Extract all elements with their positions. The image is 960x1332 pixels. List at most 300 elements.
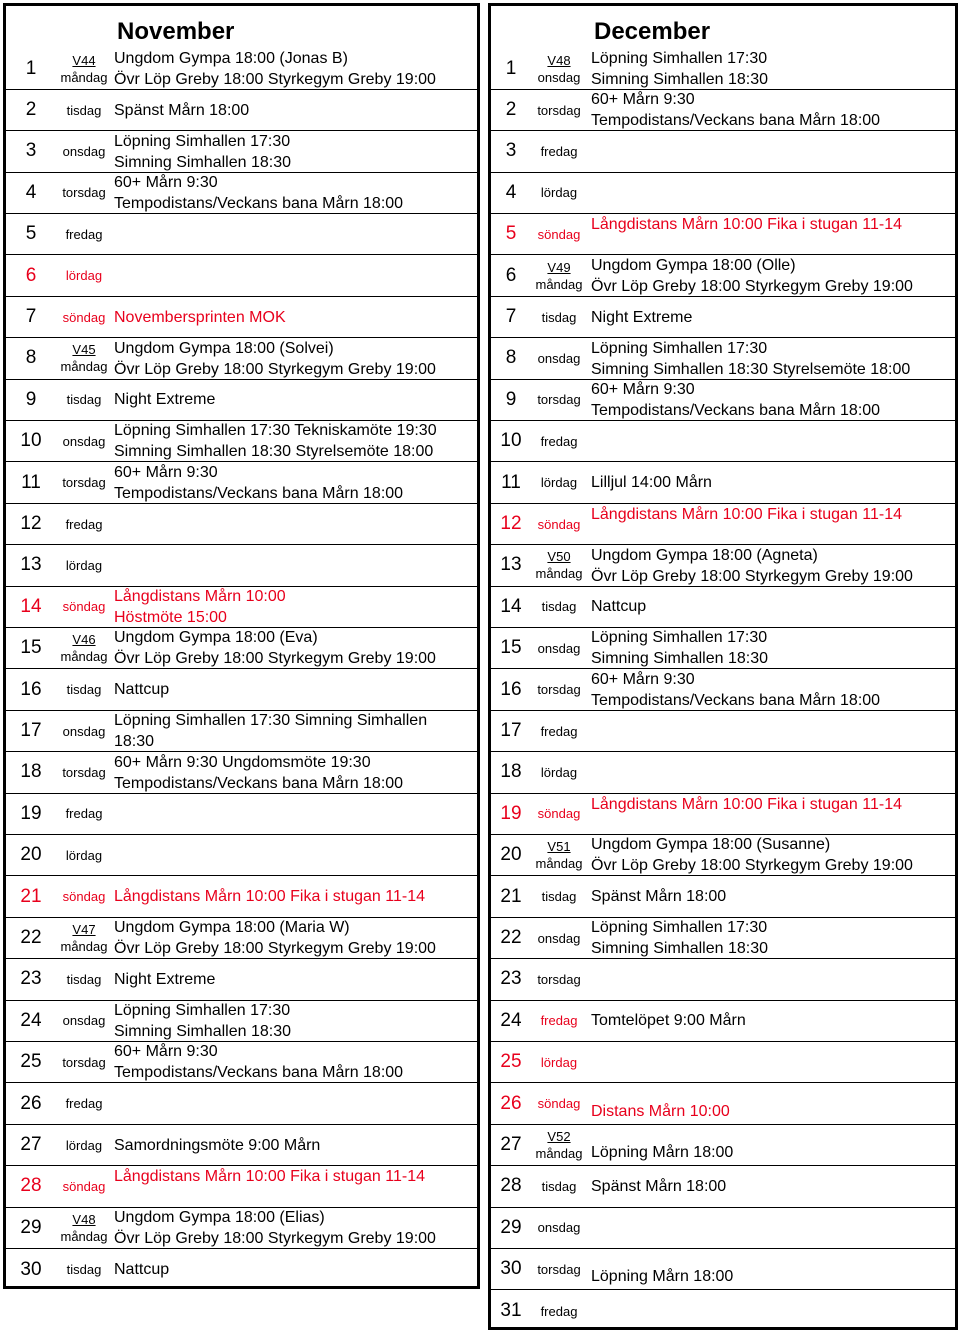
day-row — [6, 1166, 477, 1207]
day-row — [6, 670, 477, 711]
day-row — [6, 214, 477, 255]
weekday-label: onsdag — [537, 930, 581, 946]
events-cell — [114, 670, 473, 710]
events-cell — [591, 1208, 951, 1248]
day-number: 22 — [20, 927, 42, 949]
weekday-label: torsdag — [537, 682, 581, 698]
day-number: 28 — [20, 1175, 42, 1197]
day-number: 15 — [500, 637, 522, 659]
day-number: 8 — [505, 347, 517, 369]
day-row — [6, 1042, 477, 1083]
weekday-label: lördag — [540, 185, 578, 201]
day-number: 7 — [505, 306, 517, 328]
events-cell — [591, 1249, 951, 1289]
weekday-cell — [56, 1208, 112, 1248]
weekday-cell — [56, 959, 112, 999]
event-text: Löpning Simhallen 17:30 — [591, 49, 768, 67]
weekday-cell — [531, 1084, 587, 1124]
day-row — [6, 711, 477, 752]
weekday-cell — [531, 1166, 587, 1206]
weekday-cell — [531, 545, 587, 585]
event-text: Ungdom Gympa 18:00 (Jonas B) — [114, 49, 348, 67]
day-row — [491, 49, 955, 90]
november-calendar — [3, 3, 480, 1289]
day-number: 1 — [505, 57, 517, 79]
day-row — [6, 1249, 477, 1290]
weekday-cell — [56, 545, 112, 585]
weekday-cell — [56, 877, 112, 917]
day-number: 16 — [20, 678, 42, 700]
day-number: 6 — [25, 264, 37, 286]
weekday-label: måndag — [60, 69, 108, 85]
events-cell — [591, 545, 951, 585]
day-row — [6, 297, 477, 338]
event-text: Långdistans Mårn 10:00 Fika i stugan 11-14 — [114, 888, 426, 906]
day-number: 6 — [505, 264, 517, 286]
day-row — [6, 90, 477, 131]
event-text: Samordningsmöte 9:00 Mårn — [114, 1136, 321, 1154]
day-number: 21 — [500, 885, 522, 907]
event-text: Övr Löp Greby 18:00 Styrkegym Greby 19:00 — [114, 940, 436, 958]
weekday-cell — [531, 1291, 587, 1332]
day-number: 5 — [505, 223, 517, 245]
day-number: 10 — [20, 430, 42, 452]
weekday-cell — [531, 421, 587, 461]
events-cell — [591, 794, 951, 834]
day-row — [491, 1001, 955, 1042]
event-text: Långdistans Mårn 10:00 — [114, 587, 286, 605]
day-number: 30 — [20, 1258, 42, 1280]
weekday-label: söndag — [62, 889, 106, 905]
event-text: Tempodistans/Veckans bana Mårn 18:00 — [114, 194, 404, 212]
weekday-cell — [531, 1001, 587, 1041]
weekday-cell — [531, 1042, 587, 1082]
weekday-cell — [531, 628, 587, 668]
month-title-december: December — [594, 18, 711, 45]
events-cell — [114, 131, 473, 171]
event-text: Långdistans Mårn 10:00 Fika i stugan 11-14 — [591, 505, 903, 523]
weekday-label: torsdag — [537, 102, 581, 118]
weekday-label: måndag — [535, 276, 583, 292]
events-cell — [591, 711, 951, 751]
weekday-cell — [531, 504, 587, 544]
day-number: 11 — [21, 471, 41, 493]
event-text: Lilljul 14:00 Mårn — [591, 474, 712, 492]
day-row — [6, 421, 477, 462]
weekday-cell — [531, 1249, 587, 1289]
event-text: Tempodistans/Veckans bana Mårn 18:00 — [114, 484, 404, 502]
day-number: 17 — [20, 720, 42, 742]
weekday-cell — [56, 421, 112, 461]
events-cell — [114, 380, 473, 420]
events-cell — [114, 504, 473, 544]
day-row — [6, 256, 477, 297]
events-cell — [591, 421, 951, 461]
events-cell — [591, 380, 951, 420]
weekday-cell — [531, 463, 587, 503]
day-number: 29 — [500, 1216, 522, 1238]
event-text: 60+ Mårn 9:30 — [591, 91, 695, 109]
events-cell — [114, 90, 473, 130]
weekday-label: söndag — [537, 226, 581, 242]
day-row — [491, 959, 955, 1000]
weekday-cell — [56, 752, 112, 792]
day-number: 7 — [25, 306, 37, 328]
day-number: 4 — [505, 181, 517, 203]
weekday-label: söndag — [62, 309, 106, 325]
weekday-cell — [56, 49, 112, 89]
day-row — [491, 835, 955, 876]
day-number: 27 — [500, 1134, 522, 1156]
weekday-cell — [56, 504, 112, 544]
day-row — [491, 1208, 955, 1249]
event-text: Löpning Simhallen 17:30 Simning Simhallen — [114, 712, 428, 730]
day-row — [491, 1125, 955, 1166]
weekday-label: fredag — [540, 143, 578, 159]
events-cell — [114, 49, 473, 89]
weekday-cell — [531, 131, 587, 171]
event-text: Ungdom Gympa 18:00 (Maria W) — [114, 919, 350, 937]
day-row — [6, 587, 477, 628]
weekday-cell — [531, 297, 587, 337]
events-cell — [114, 463, 473, 503]
weekday-cell — [56, 794, 112, 834]
event-text: Spänst Mårn 18:00 — [591, 888, 727, 906]
weekday-label: lördag — [65, 268, 103, 284]
event-text: 18:30 — [114, 733, 155, 751]
event-text: Simning Simhallen 18:30 — [591, 650, 768, 668]
events-cell — [591, 297, 951, 337]
day-row — [491, 421, 955, 462]
day-number: 13 — [500, 554, 522, 576]
events-cell — [114, 959, 473, 999]
event-text: Ungdom Gympa 18:00 (Solvei) — [114, 339, 334, 357]
day-number: 23 — [500, 968, 522, 990]
weekday-label: torsdag — [537, 971, 581, 987]
day-row — [491, 670, 955, 711]
events-cell — [114, 835, 473, 875]
event-text: Distans Mårn 10:00 — [591, 1102, 730, 1120]
events-cell — [591, 173, 951, 213]
events-cell — [591, 752, 951, 792]
day-number: 10 — [500, 430, 522, 452]
weekday-label: tisdag — [66, 102, 102, 118]
weekday-label: fredag — [540, 1013, 578, 1029]
weekday-label: tisdag — [541, 309, 577, 325]
event-text: Löpning Simhallen 17:30 Tekniskamöte 19:30 — [114, 422, 437, 440]
weekday-label: fredag — [540, 433, 578, 449]
weekday-label: fredag — [65, 806, 103, 822]
event-text: Simning Simhallen 18:30 — [591, 940, 768, 958]
event-text: Löpning Simhallen 17:30 — [591, 919, 768, 937]
events-cell — [591, 835, 951, 875]
weekday-cell — [531, 1208, 587, 1248]
event-text: Ungdom Gympa 18:00 (Olle) — [591, 256, 796, 274]
event-text: Övr Löp Greby 18:00 Styrkegym Greby 19:00 — [591, 567, 913, 585]
event-text: Långdistans Mårn 10:00 Fika i stugan 11-14 — [114, 1168, 426, 1186]
event-text: Novembersprinten MOK — [114, 308, 286, 326]
weekday-cell — [531, 338, 587, 378]
weekday-cell — [531, 711, 587, 751]
weekday-cell — [56, 918, 112, 958]
day-number: 11 — [501, 471, 521, 493]
day-number: 20 — [20, 844, 42, 866]
weekday-cell — [56, 1084, 112, 1124]
events-cell — [114, 256, 473, 296]
weekday-cell — [531, 959, 587, 999]
day-row — [491, 90, 955, 131]
events-cell — [591, 628, 951, 668]
events-cell — [114, 545, 473, 585]
weekday-label: onsdag — [537, 350, 581, 366]
events-cell — [591, 90, 951, 130]
day-row — [491, 256, 955, 297]
event-text: 60+ Mårn 9:30 — [114, 463, 218, 481]
day-number: 25 — [500, 1051, 522, 1073]
day-row — [491, 131, 955, 172]
event-text: Övr Löp Greby 18:00 Styrkegym Greby 19:00 — [591, 277, 913, 295]
events-cell — [591, 504, 951, 544]
event-text: Tomtelöpet 9:00 Mårn — [591, 1012, 746, 1030]
day-number: 16 — [500, 678, 522, 700]
weekday-cell — [56, 297, 112, 337]
weekday-cell — [56, 338, 112, 378]
weekday-label: måndag — [60, 939, 108, 955]
week-number: V46 — [72, 632, 96, 648]
weekday-label: lördag — [65, 557, 103, 573]
week-number: V44 — [72, 52, 96, 68]
event-text: Night Extreme — [591, 308, 693, 326]
events-cell — [591, 877, 951, 917]
weekday-label: söndag — [62, 599, 106, 615]
weekday-cell — [56, 214, 112, 254]
weekday-label: söndag — [537, 516, 581, 532]
weekday-label: lördag — [540, 764, 578, 780]
day-row — [491, 297, 955, 338]
day-number: 20 — [500, 844, 522, 866]
day-number: 29 — [20, 1216, 42, 1238]
day-row — [491, 794, 955, 835]
december-calendar — [488, 3, 958, 1330]
event-text: Löpning Simhallen 17:30 — [114, 1001, 291, 1019]
events-cell — [114, 338, 473, 378]
day-row — [6, 1001, 477, 1042]
event-text: 60+ Mårn 9:30 — [591, 380, 695, 398]
event-text: Höstmöte 15:00 — [114, 608, 227, 626]
events-cell — [591, 49, 951, 89]
day-number: 1 — [25, 57, 37, 79]
event-text: Tempodistans/Veckans bana Mårn 18:00 — [114, 774, 404, 792]
events-cell — [114, 1166, 473, 1206]
weekday-label: måndag — [535, 856, 583, 872]
day-row — [6, 504, 477, 545]
weekday-cell — [531, 835, 587, 875]
week-number: V48 — [547, 52, 571, 68]
weekday-label: onsdag — [537, 69, 581, 85]
day-row — [6, 463, 477, 504]
weekday-cell — [56, 173, 112, 213]
day-row — [491, 173, 955, 214]
day-row — [491, 463, 955, 504]
week-number: V48 — [72, 1211, 96, 1227]
weekday-label: söndag — [537, 806, 581, 822]
day-row — [491, 877, 955, 918]
weekday-label: måndag — [535, 566, 583, 582]
day-row — [491, 1291, 955, 1332]
event-text: Övr Löp Greby 18:00 Styrkegym Greby 19:00 — [114, 1229, 436, 1247]
events-cell — [114, 1001, 473, 1041]
day-row — [6, 131, 477, 172]
event-text: Night Extreme — [114, 391, 216, 409]
weekday-label: torsdag — [62, 1054, 106, 1070]
events-cell — [591, 1166, 951, 1206]
weekday-label: onsdag — [537, 640, 581, 656]
events-cell — [114, 173, 473, 213]
day-row — [491, 545, 955, 586]
event-text: Ungdom Gympa 18:00 (Elias) — [114, 1208, 325, 1226]
day-row — [6, 794, 477, 835]
day-number: 26 — [500, 1092, 522, 1114]
day-number: 12 — [500, 513, 522, 535]
day-row — [6, 918, 477, 959]
events-cell — [114, 877, 473, 917]
day-number: 31 — [500, 1300, 522, 1322]
events-cell — [591, 131, 951, 171]
weekday-cell — [56, 670, 112, 710]
event-text: Löpning Simhallen 17:30 — [114, 132, 291, 150]
day-number: 18 — [20, 761, 42, 783]
event-text: Tempodistans/Veckans bana Mårn 18:00 — [591, 691, 881, 709]
event-text: Tempodistans/Veckans bana Mårn 18:00 — [591, 401, 881, 419]
weekday-label: lördag — [65, 1137, 103, 1153]
weekday-label: lördag — [540, 475, 578, 491]
day-number: 25 — [20, 1051, 42, 1073]
event-text: Övr Löp Greby 18:00 Styrkegym Greby 19:00 — [591, 857, 913, 875]
weekday-cell — [531, 918, 587, 958]
weekday-cell — [56, 90, 112, 130]
event-text: Löpning Mårn 18:00 — [591, 1144, 734, 1162]
weekday-label: fredag — [65, 226, 103, 242]
weekday-label: torsdag — [62, 764, 106, 780]
day-row — [491, 711, 955, 752]
weekday-cell — [531, 794, 587, 834]
event-text: Löpning Simhallen 17:30 — [591, 629, 768, 647]
day-number: 2 — [25, 99, 37, 121]
weekday-cell — [56, 1125, 112, 1165]
weekday-cell — [531, 587, 587, 627]
event-text: Simning Simhallen 18:30 Styrelsemöte 18:00 — [591, 360, 911, 378]
weekday-label: tisdag — [541, 599, 577, 615]
weekday-cell — [56, 256, 112, 296]
events-cell — [114, 752, 473, 792]
day-row — [491, 338, 955, 379]
day-number: 12 — [20, 513, 42, 535]
day-number: 2 — [505, 99, 517, 121]
weekday-label: måndag — [60, 359, 108, 375]
day-number: 26 — [20, 1092, 42, 1114]
day-number: 28 — [500, 1175, 522, 1197]
events-cell — [114, 1208, 473, 1248]
week-number: V50 — [547, 549, 571, 565]
events-cell — [591, 1042, 951, 1082]
weekday-label: söndag — [537, 1096, 581, 1112]
event-text: Simning Simhallen 18:30 — [114, 1022, 291, 1040]
events-cell — [591, 918, 951, 958]
day-row — [491, 1042, 955, 1083]
day-row — [6, 752, 477, 793]
day-number: 14 — [20, 595, 42, 617]
day-row — [6, 628, 477, 669]
events-cell — [114, 628, 473, 668]
event-text: Simning Simhallen 18:30 — [114, 153, 291, 171]
week-number: V52 — [547, 1129, 571, 1145]
day-number: 22 — [500, 927, 522, 949]
weekday-cell — [56, 1001, 112, 1041]
event-text: Ungdom Gympa 18:00 (Susanne) — [591, 836, 831, 854]
weekday-cell — [531, 256, 587, 296]
day-number: 9 — [25, 388, 37, 410]
weekday-label: måndag — [60, 649, 108, 665]
weekday-label: torsdag — [537, 392, 581, 408]
weekday-cell — [56, 131, 112, 171]
day-row — [491, 628, 955, 669]
day-row — [491, 1166, 955, 1207]
day-number: 9 — [505, 388, 517, 410]
day-number: 24 — [20, 1009, 42, 1031]
day-number: 19 — [20, 802, 42, 824]
day-number: 19 — [500, 802, 522, 824]
weekday-cell — [56, 1166, 112, 1206]
weekday-label: torsdag — [537, 1261, 581, 1277]
weekday-label: torsdag — [62, 185, 106, 201]
weekday-label: fredag — [65, 516, 103, 532]
events-cell — [591, 959, 951, 999]
day-number: 24 — [500, 1009, 522, 1031]
event-text: Nattcup — [114, 681, 170, 699]
weekday-label: tisdag — [66, 971, 102, 987]
events-cell — [114, 214, 473, 254]
weekday-label: fredag — [540, 723, 578, 739]
events-cell — [591, 214, 951, 254]
weekday-label: fredag — [540, 1303, 578, 1319]
weekday-cell — [56, 628, 112, 668]
event-text: Långdistans Mårn 10:00 Fika i stugan 11-14 — [591, 216, 903, 234]
weekday-label: fredag — [65, 1096, 103, 1112]
weekday-label: måndag — [535, 1146, 583, 1162]
event-text: Simning Simhallen 18:30 — [591, 70, 768, 88]
events-cell — [591, 338, 951, 378]
day-number: 13 — [20, 554, 42, 576]
day-number: 17 — [500, 720, 522, 742]
events-cell — [114, 587, 473, 627]
event-text: Simning Simhallen 18:30 Styrelsemöte 18:00 — [114, 443, 434, 461]
events-cell — [114, 297, 473, 337]
day-row — [491, 1249, 955, 1290]
weekday-label: tisdag — [66, 682, 102, 698]
day-number: 4 — [25, 181, 37, 203]
day-number: 27 — [20, 1134, 42, 1156]
weekday-cell — [56, 835, 112, 875]
events-cell — [591, 1001, 951, 1041]
day-number: 18 — [500, 761, 522, 783]
event-text: 60+ Mårn 9:30 — [591, 670, 695, 688]
day-row — [491, 752, 955, 793]
weekday-label: tisdag — [541, 1178, 577, 1194]
day-row — [491, 380, 955, 421]
day-row — [491, 214, 955, 255]
weekday-cell — [531, 670, 587, 710]
event-text: 60+ Mårn 9:30 Ungdomsmöte 19:30 — [114, 753, 371, 771]
